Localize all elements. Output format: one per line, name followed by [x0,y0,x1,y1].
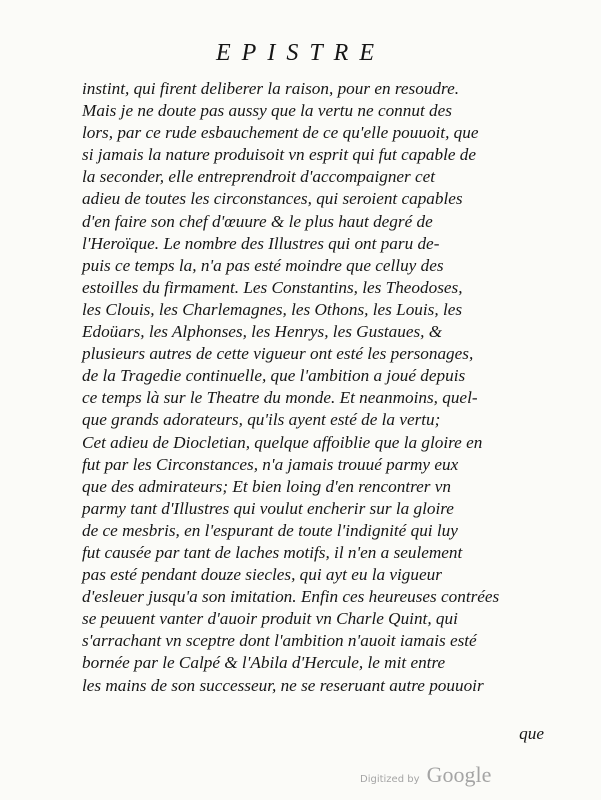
text-line: pas esté pendant douze siecles, qui ayt eu la vigueur [82,565,442,585]
text-line: estoilles du firmament. Les Constantins, les Theodoses, [82,277,463,297]
text-line: d'en faire son chef d'œuure & le plus haut degré de [82,211,433,231]
text-line: l'Heroïque. Le nombre des Illustres qui ont paru de- [82,233,440,253]
running-header: EPISTRE [216,40,385,66]
text-line: fut par les Circonstances, n'a jamais trouué parmy eux [82,454,459,474]
text-line: Edoüars, les Alphonses, les Henrys, les Gustaues, & [82,322,443,342]
text-line: de ce mesbris, en l'espurant de toute l'indignité qui luy [82,520,458,540]
text-line: si jamais la nature produisoit vn esprit qui fut capable de [82,145,477,165]
text-line: bornée par le Calpé & l'Abila d'Hercule, le mit entre [82,653,446,673]
text-line: se peuuent vanter d'auoir produit vn Charle Quint, qui [82,609,458,629]
text-line: lors, par ce rude esbauchement de ce qu'elle pouuoit, que [82,123,479,143]
text-line: de la Tragedie continuelle, que l'ambition a joué depuis [82,366,466,386]
text-line: les mains de son successeur, ne se reseruant autre pouuoir [82,675,484,695]
google-logo: Google [426,762,492,787]
text-line: ce temps là sur le Theatre du monde. Et neanmoins, quel- [82,388,478,408]
text-line: puis ce temps la, n'a pas esté moindre que celluy des [82,255,444,275]
catchword: que [519,724,544,743]
text-line: plusieurs autres de cette vigueur ont esté les personages, [82,344,474,364]
text-line: Cet adieu de Diocletian, quelque affoiblie que la gloire en [82,432,483,452]
text-line: les Clouis, les Charlemagnes, les Othons, les Louis, les [82,299,463,319]
text-line: d'esleuer jusqu'a son imitation. Enfin ces heureuses contrées [82,587,500,607]
digitized-watermark [360,762,510,788]
text-line: parmy tant d'Illustres qui voulut encherir sur la gloire [82,498,454,518]
text-line: Mais je ne doute pas aussy que la vertu ne connut des [82,101,452,121]
text-line: fut causée par tant de laches motifs, il n'en a seulement [82,542,463,562]
text-line: la seconder, elle entreprendroit d'accompaigner cet [82,167,436,187]
text-line: adieu de toutes les circonstances, qui seroient capables [82,189,463,209]
text-line: que des admirateurs; Et bien loing d'en rencontrer vn [82,476,452,496]
body-text [82,78,552,697]
watermark-prefix: Digitized by [360,774,420,785]
text-line: que grands adorateurs, qu'ils ayent esté de la vertu; [82,410,441,430]
text-line: instint, qui firent deliberer la raison, pour en resoudre. [82,79,459,98]
text-line: s'arrachant vn sceptre dont l'ambition n'auoit iamais esté [82,631,477,651]
